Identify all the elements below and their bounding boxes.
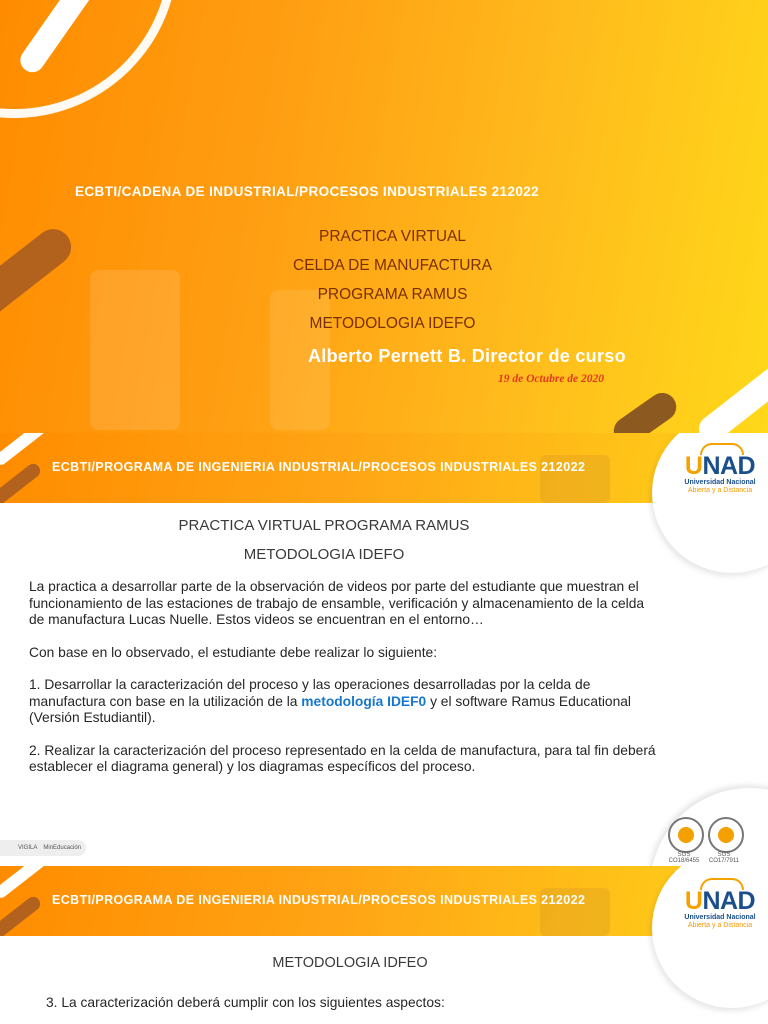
logo-line1: Universidad Nacional xyxy=(684,914,756,921)
paragraph: 2. Realizar la caracterización del proceso representado en la celda de manufactura, para tal fin deberá establecer el diagrama general) y los diagramas específicos del proceso. xyxy=(29,742,656,774)
logo-u: U xyxy=(684,452,703,480)
vigila-badge xyxy=(0,840,86,856)
logo-cap-icon xyxy=(700,878,744,890)
logo-nad: NAD xyxy=(702,887,756,915)
sgs-cert-icon xyxy=(708,817,744,853)
decorative-bar xyxy=(0,866,47,900)
vigila-label: VIGILA xyxy=(18,845,38,851)
unad-logo xyxy=(682,878,758,930)
cert-badge: SGS xyxy=(717,852,731,858)
paragraph: Con base en lo observado, el estudiante debe realizar lo siguiente: xyxy=(29,644,438,660)
cert-badge: SGS xyxy=(677,852,691,858)
decorative-bar xyxy=(0,461,43,503)
list-item: 3. La caracterización deberá cumplir con los siguientes aspectos: xyxy=(46,995,445,1010)
decorative-shape xyxy=(90,270,180,430)
decorative-bar xyxy=(0,222,78,324)
paragraph: La practica a desarrollar parte de la observación de videos por parte del estudiante que muestran el funcionamiento de las estaciones de trabajo de ensamble, verificación y almacenamiento de la celda de manufactura Lucas Nuelle. Estos videos se encuentran en el entorno… xyxy=(29,579,645,627)
cert-code xyxy=(702,852,746,864)
paragraph-text: y el software Ramus Educational (Versión Estudiantil). xyxy=(29,693,631,725)
subtitle-line: PRACTICA VIRTUAL xyxy=(318,228,466,245)
logo-line2: Abierta y a Distancia xyxy=(687,487,753,494)
logo-u: U xyxy=(684,887,703,915)
decorative-bar xyxy=(694,359,768,433)
slide-subtitle: METODOLOGIA IDEFO xyxy=(243,546,405,563)
subtitle-line: CELDA DE MANUFACTURA xyxy=(293,257,492,274)
date: 19 de Octubre de 2020 xyxy=(498,373,605,385)
banner-title: ECBTI/PROGRAMA DE INGENIERIA INDUSTRIAL/PROCESOS INDUSTRIALES 212022 xyxy=(52,460,586,474)
paragraph-text: 1. Desarrollar la caracterización del proceso y las operaciones desarrolladas por la celda de manufactura con base en la utilización de la xyxy=(29,677,591,709)
content-slide xyxy=(0,433,768,866)
decorative-bar xyxy=(0,433,47,467)
subtitle-line: METODOLOGIA IDEFO xyxy=(309,315,476,332)
slide-body xyxy=(29,579,659,792)
subtitle-line: PROGRAMA RAMUS xyxy=(317,286,468,303)
slide-title: METODOLOGIA IDFEO xyxy=(272,955,428,971)
idef0-link[interactable]: metodología IDEF0 xyxy=(301,693,427,709)
banner-title: ECBTI/PROGRAMA DE INGENIERIA INDUSTRIAL/PROCESOS INDUSTRIALES 212022 xyxy=(52,893,586,907)
director-name: Alberto Pernett B. Director de curso xyxy=(308,346,626,366)
course-header: ECBTI/CADENA DE INDUSTRIAL/PROCESOS INDUSTRIALES 212022 xyxy=(75,184,540,199)
slide-title: PRACTICA VIRTUAL PROGRAMA RAMUS xyxy=(178,517,470,534)
sgs-cert-icon xyxy=(668,817,704,853)
cert-number: CO17/7911 xyxy=(708,858,740,864)
logo-line2: Abierta y a Distancia xyxy=(687,922,753,929)
title-slide xyxy=(0,0,768,433)
mineducacion-label: MinEducación xyxy=(43,845,82,851)
cert-number: CO18/6455 xyxy=(668,858,700,864)
cert-code xyxy=(662,852,706,864)
content-slide xyxy=(0,866,768,1024)
decorative-bar xyxy=(0,894,43,936)
logo-line1: Universidad Nacional xyxy=(684,479,756,486)
unad-logo xyxy=(682,443,758,495)
logo-cap-icon xyxy=(700,443,744,455)
paragraph xyxy=(29,677,659,727)
decorative-bar xyxy=(608,387,681,433)
logo-nad: NAD xyxy=(702,452,756,480)
